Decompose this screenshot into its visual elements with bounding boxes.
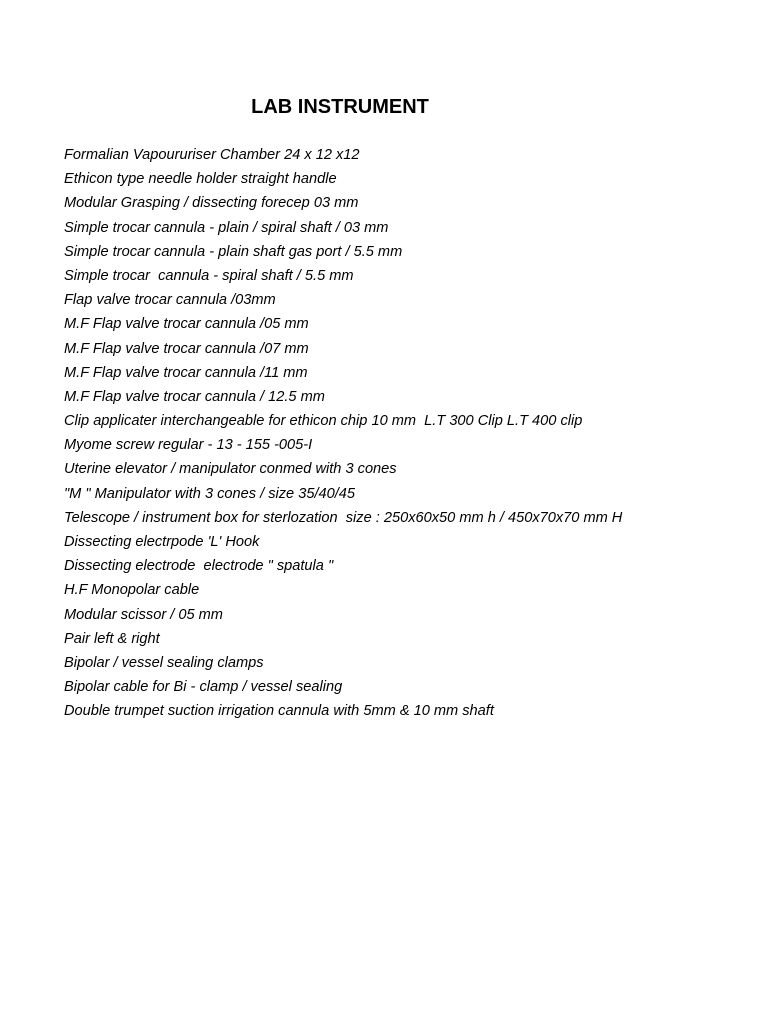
list-item: Myome screw regular - 13 - 155 -005-I <box>64 437 313 454</box>
list-item: Modular scissor / 05 mm <box>64 606 223 623</box>
list-item: Double trumpet suction irrigation cannula with 5mm & 10 mm shaft <box>64 703 494 720</box>
list-item: M.F Flap valve trocar cannula /07 mm <box>64 340 309 357</box>
list-item: Dissecting electrode electrode " spatula " <box>64 558 334 575</box>
list-item: Simple trocar cannula - plain shaft gas port / 5.5 mm <box>64 243 403 260</box>
list-item: Formalian Vapoururiser Chamber 24 x 12 x12 <box>64 147 360 163</box>
list-item: M.F Flap valve trocar cannula / 12.5 mm <box>64 388 325 405</box>
list-item: Flap valve trocar cannula /03mm <box>64 292 276 309</box>
list-item: H.F Monopolar cable <box>64 582 200 599</box>
list-item: Bipolar cable for Bi - clamp / vessel sealing <box>64 679 343 696</box>
list-item: M.F Flap valve trocar cannula /11 mm <box>64 364 308 381</box>
list-item: Pair left & right <box>64 630 160 647</box>
list-item: Telescope / instrument box for sterlozation size : 250x60x50 mm h / 450x70x70 mm H <box>64 509 623 526</box>
list-item: Modular Grasping / dissecting forecep 03 mm <box>64 195 359 212</box>
list-item: "M " Manipulator with 3 cones / size 35/40/45 <box>64 485 356 502</box>
list-item: Clip applicater interchangeable for ethicon chip 10 mm L.T 300 Clip L.T 400 clip <box>64 413 583 430</box>
list-item: Bipolar / vessel sealing clamps <box>64 654 264 671</box>
document-title: LAB INSTRUMENT <box>251 96 429 118</box>
instrument-list <box>64 143 754 724</box>
list-item: Uterine elevator / manipulator conmed with 3 cones <box>64 461 397 478</box>
list-item: M.F Flap valve trocar cannula /05 mm <box>64 316 309 333</box>
list-item: Ethicon type needle holder straight handle <box>64 171 337 188</box>
list-item: Simple trocar cannula - spiral shaft / 5.5 mm <box>64 267 354 284</box>
list-item: Simple trocar cannula - plain / spiral shaft / 03 mm <box>64 219 389 236</box>
list-item: Dissecting electrpode 'L' Hook <box>64 534 260 550</box>
